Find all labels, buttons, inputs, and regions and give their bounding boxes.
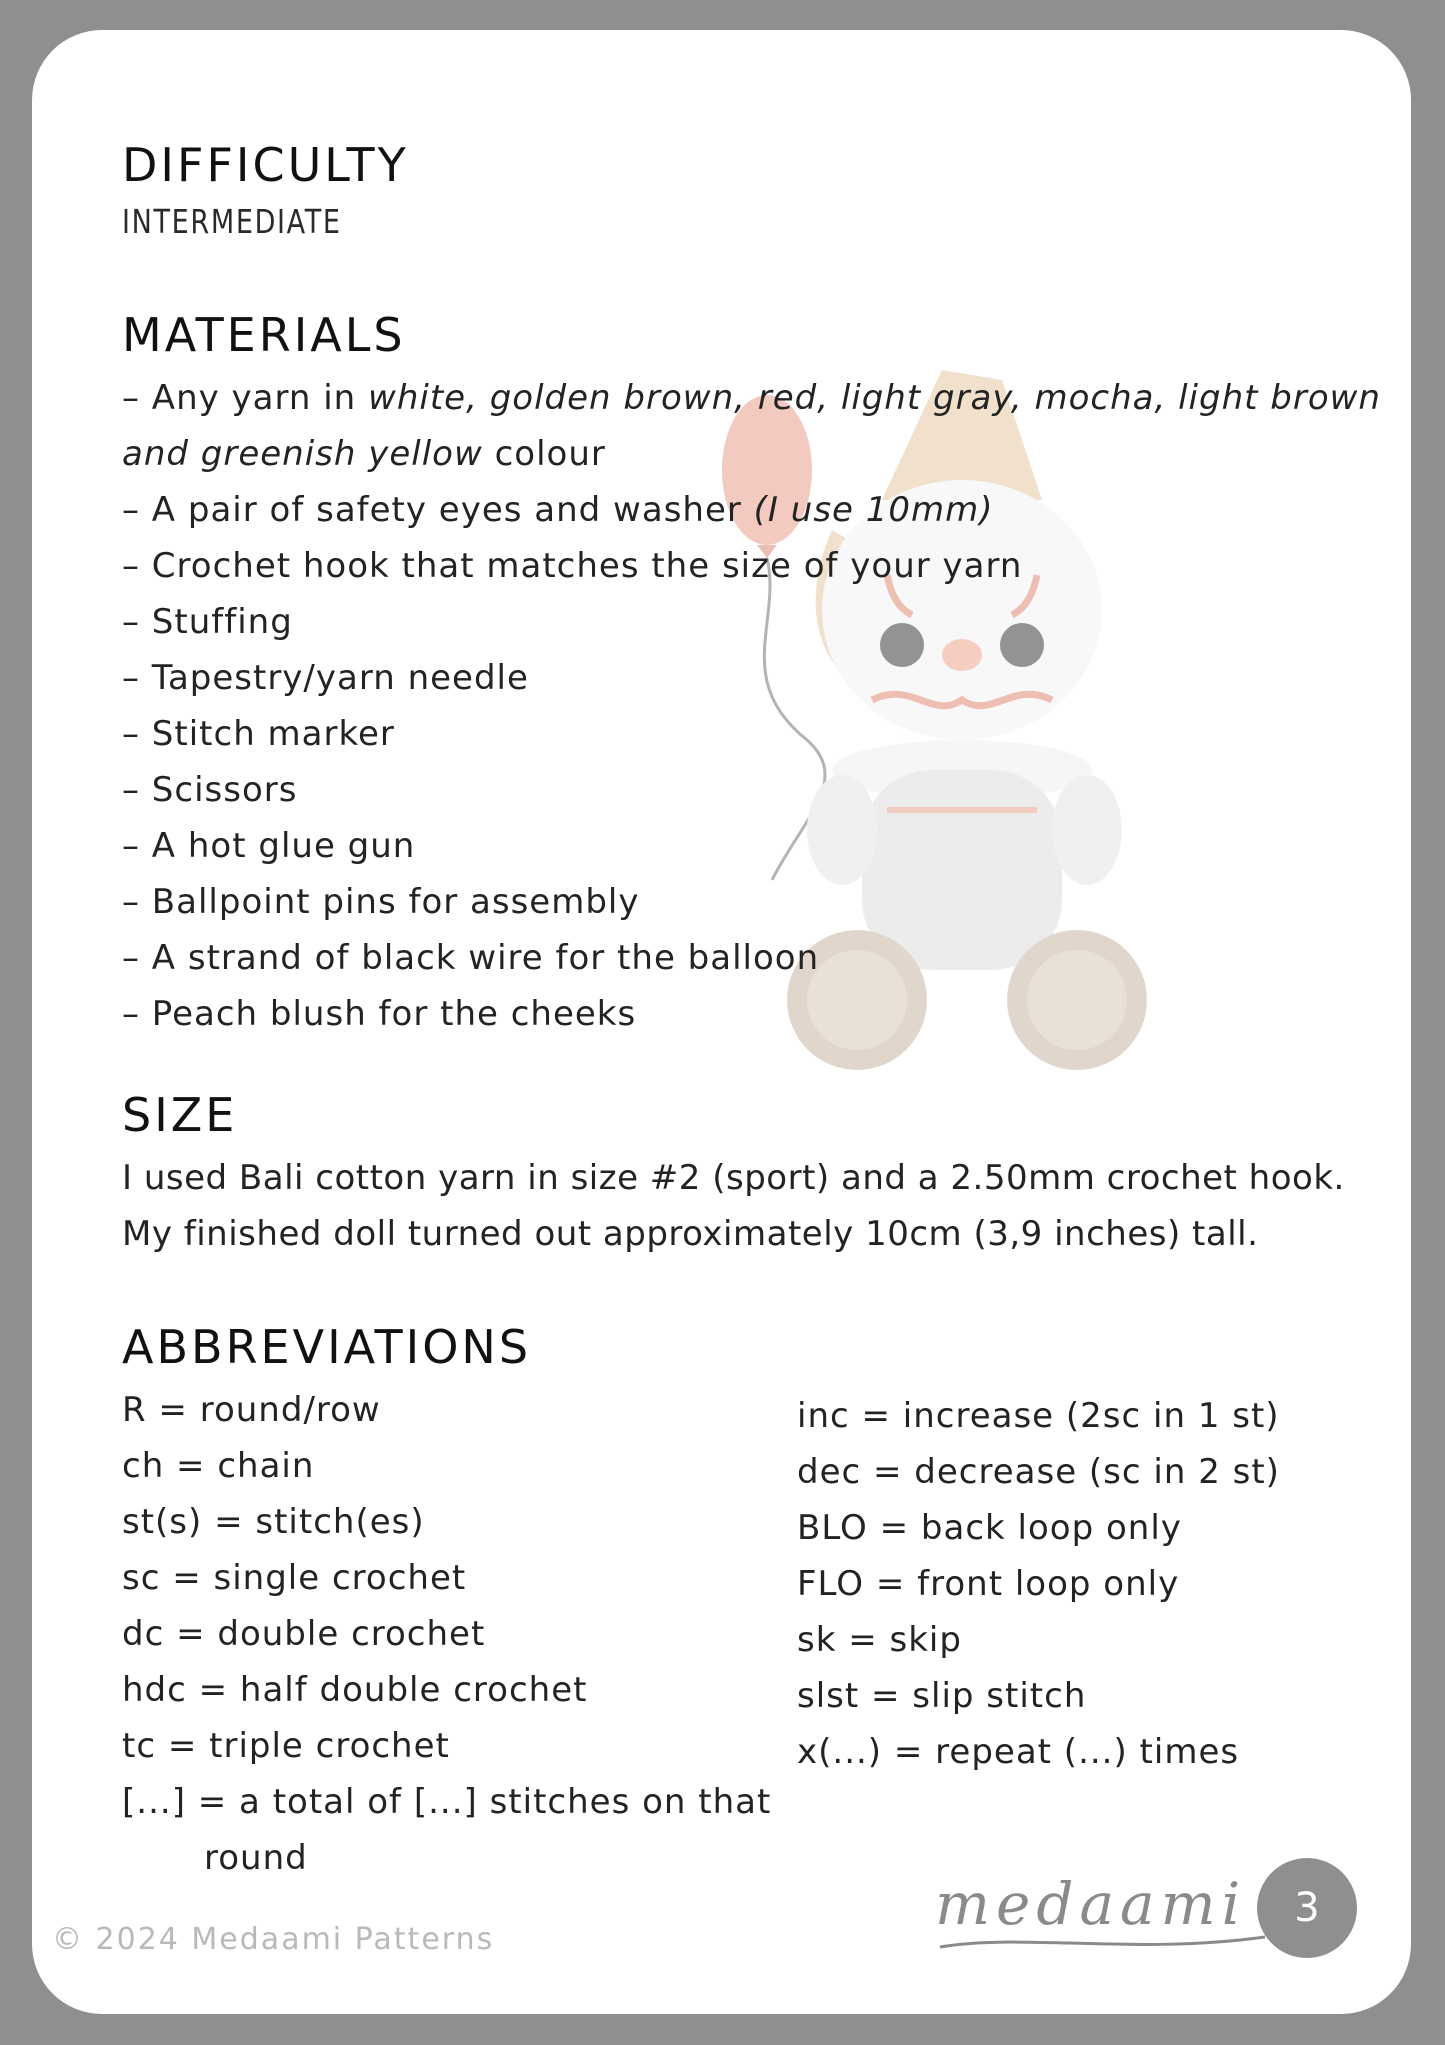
abbreviation-item: sk = skip [797, 1620, 962, 1660]
materials-item: – Crochet hook that matches the size of your yarn [122, 546, 1023, 586]
materials-item: – A hot glue gun [122, 826, 416, 866]
materials-item: – Stuffing [122, 602, 293, 642]
size-line: My finished doll turned out approximately 10cm (3,9 inches) tall. [122, 1214, 1259, 1254]
materials-item-yarn-prefix: – Any yarn in [122, 378, 369, 418]
materials-item-yarn-cont [122, 434, 606, 474]
size-heading: SIZE [122, 1088, 238, 1142]
materials-item: – Scissors [122, 770, 298, 810]
materials-item: – Peach blush for the cheeks [122, 994, 637, 1034]
brand-logo: medaami [935, 1870, 1247, 1938]
copyright-text: © 2024 Medaami Patterns [52, 1922, 495, 1957]
abbreviation-item: hdc = half double crochet [122, 1670, 588, 1710]
abbreviation-item: slst = slip stitch [797, 1676, 1087, 1716]
abbreviation-item: ch = chain [122, 1446, 315, 1486]
difficulty-heading: DIFFICULTY [122, 138, 409, 192]
materials-yarn-colors: white, golden brown, red, light gray, mocha, light brown [368, 378, 1381, 418]
materials-heading: MATERIALS [122, 308, 406, 362]
abbreviation-item: dc = double crochet [122, 1614, 486, 1654]
materials-item-yarn-suffix: colour [482, 434, 606, 474]
page [32, 30, 1411, 2014]
materials-item: – Stitch marker [122, 714, 395, 754]
abbreviation-item: FLO = front loop only [797, 1564, 1180, 1604]
abbreviation-item: dec = decrease (sc in 2 st) [797, 1452, 1280, 1492]
logo-swash-decoration [935, 1925, 1295, 1955]
materials-item-eyes [122, 490, 994, 530]
page-number-badge: 3 [1257, 1858, 1357, 1958]
abbreviation-item: [...] = a total of [...] stitches on that [122, 1782, 772, 1822]
abbreviation-item: sc = single crochet [122, 1558, 467, 1598]
materials-item-eyes-text: – A pair of safety eyes and washer [122, 490, 754, 530]
abbreviation-item: x(...) = repeat (...) times [797, 1732, 1240, 1772]
abbreviation-item: st(s) = stitch(es) [122, 1502, 425, 1542]
abbreviation-item-cont: round [204, 1838, 308, 1878]
abbreviation-item: BLO = back loop only [797, 1508, 1182, 1548]
materials-item: – Ballpoint pins for assembly [122, 882, 640, 922]
abbreviation-item: tc = triple crochet [122, 1726, 450, 1766]
materials-item: – A strand of black wire for the balloon [122, 938, 820, 978]
materials-yarn-colors-cont: and greenish yellow [122, 434, 483, 474]
abbreviation-item: inc = increase (2sc in 1 st) [797, 1396, 1280, 1436]
size-line: I used Bali cotton yarn in size #2 (sport) and a 2.50mm crochet hook. [122, 1158, 1345, 1198]
difficulty-level: INTERMEDIATE [122, 202, 342, 241]
abbreviations-heading: ABBREVIATIONS [122, 1320, 532, 1374]
materials-item-yarn [122, 378, 1381, 418]
abbreviation-item: R = round/row [122, 1390, 381, 1430]
materials-item-eyes-note: (I use 10mm) [753, 490, 994, 530]
materials-item: – Tapestry/yarn needle [122, 658, 529, 698]
